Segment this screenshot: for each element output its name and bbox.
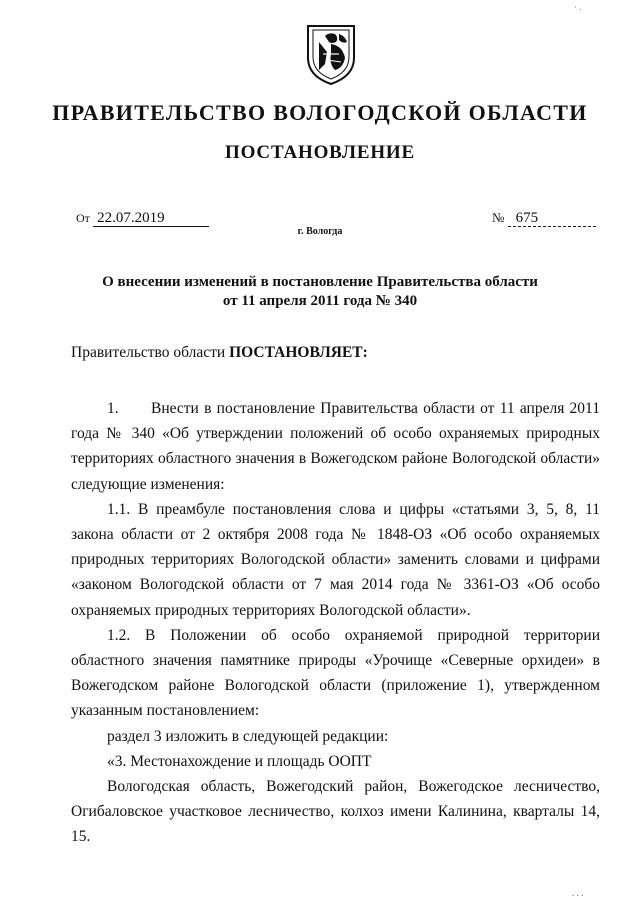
vologda-coat-of-arms-icon [305, 24, 357, 86]
scan-corner-mark: · . [574, 2, 582, 12]
footer-mark: . . . [572, 888, 584, 898]
paragraph-location: Вологодская область, Вожегодский район, Вожегодское лесничество, Огибаловское участковое лесничество, колхоз имени Калинина, кварталы 14, 15. [71, 778, 600, 846]
number-field [492, 210, 596, 227]
preamble-emphasis: ПОСТАНОВЛЯЕТ: [229, 344, 368, 361]
city: г. Вологда [297, 226, 343, 237]
paragraph-1 [71, 396, 600, 497]
document-title [60, 273, 580, 311]
number-label: № [492, 210, 505, 225]
number-value: 675 [508, 211, 596, 227]
paragraph-section-3-intro: раздел 3 изложить в следующей редакции: [107, 727, 389, 745]
paragraph-1-1: 1.1. В преамбуле постановления слова и цифры «статьями 3, 5, 8, 11 закона области от 2 октября 2008 года № 1848-ОЗ «Об особо охраняемых природных территориях Вологодской области» заменить словами и цифрами «законом Вологодской области от 7 мая 2014 года № 3361-ОЗ «Об особо охраняемых природных территориях Вологодской области». [71, 500, 600, 619]
title-line-1: О внесении изменений в постановление Правительства области [102, 274, 538, 290]
date-value: 22.07.2019 [93, 211, 209, 227]
preamble [71, 344, 368, 362]
date-field [76, 210, 209, 227]
paragraph-1-text: Внести в постановление Правительства области от 11 апреля 2011 года № 340 «Об утверждении положений об особо охраняемых природных территориях областного значения в Вожегодском районе Вологодской области» следующие изменения: [71, 400, 600, 493]
date-label: От [76, 211, 90, 225]
title-line-2: от 11 апреля 2011 года № 340 [222, 293, 418, 309]
government-name: ПРАВИТЕЛЬСТВО ВОЛОГОДСКОЙ ОБЛАСТИ [52, 100, 588, 125]
document-body [71, 396, 600, 850]
document-type: ПОСТАНОВЛЕНИЕ [225, 142, 415, 163]
preamble-text: Правительство области [71, 344, 230, 361]
paragraph-section-3-heading: «3. Местонахождение и площадь ООПТ [107, 752, 372, 770]
paragraph-1-number: 1. [107, 400, 119, 417]
paragraph-1-2: 1.2. В Положении об особо охраняемой природной территории областного значения памятнике природы «Урочище «Северные орхидеи» в Вожегодском районе Вологодской области (приложение 1), утвержденном указанным постановлением: [71, 626, 600, 720]
